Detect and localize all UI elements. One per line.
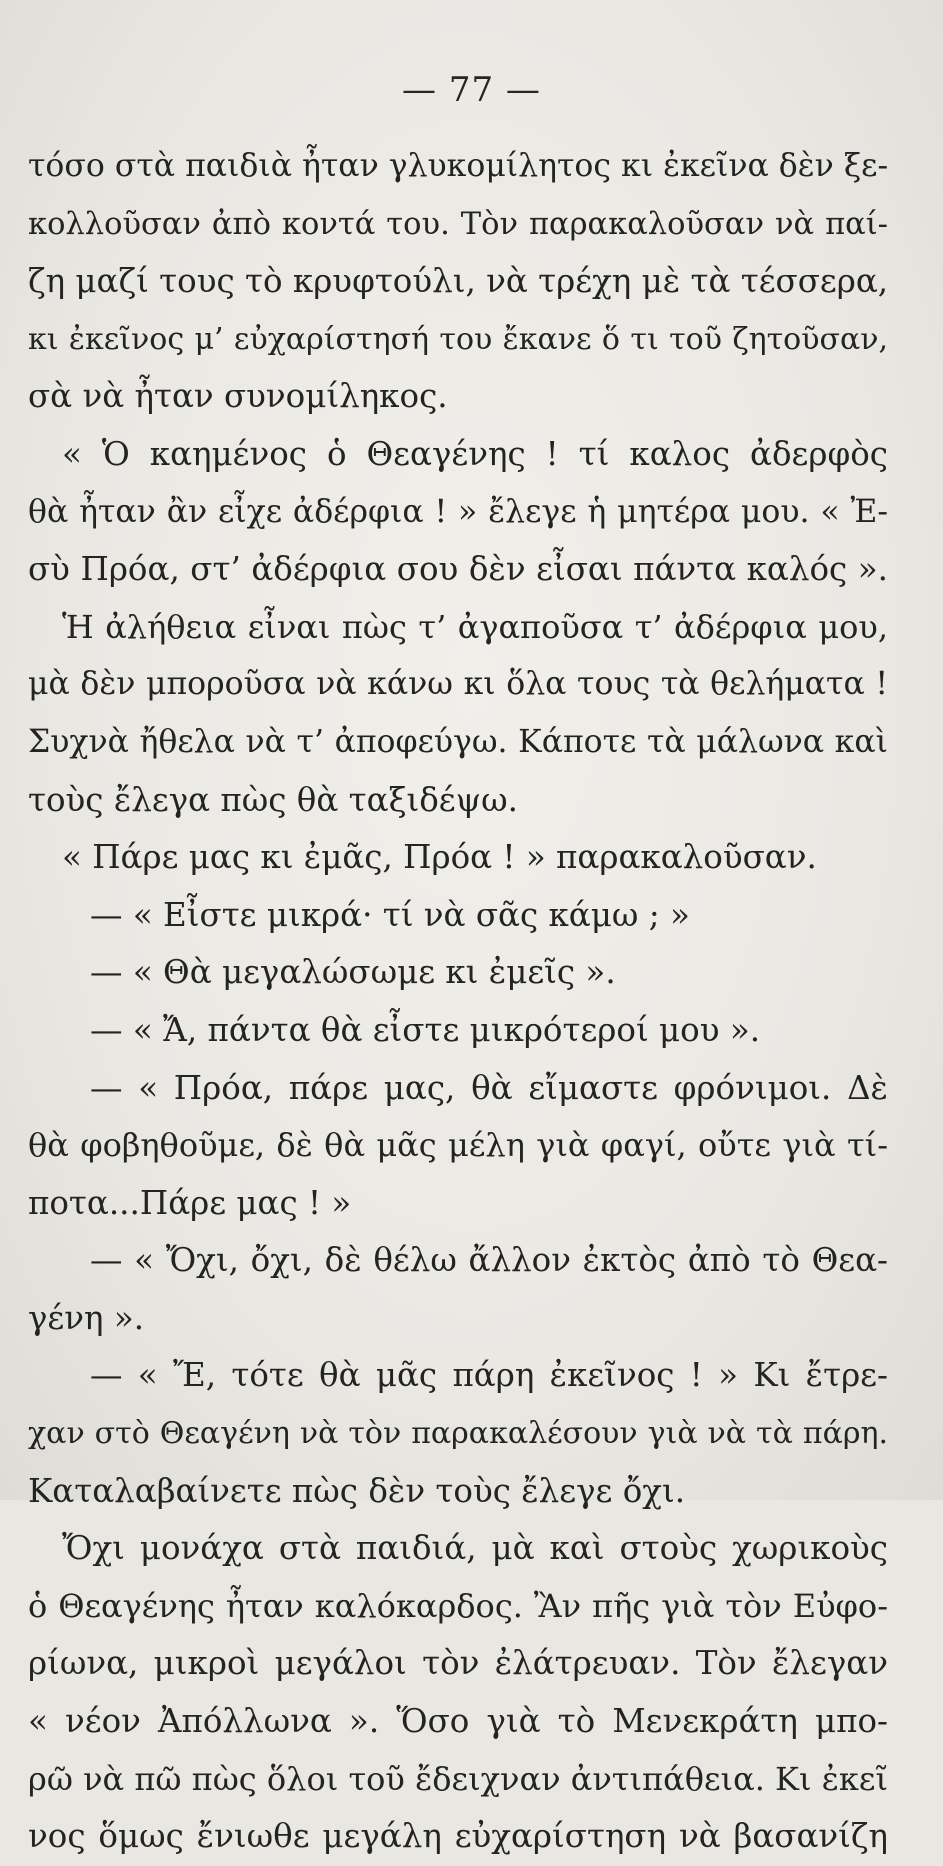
text-line: νος ὅμως ἔνιωθε μεγάλη εὐχαρίστηση νὰ βασανίζη (28, 1817, 888, 1856)
text-line: ρῶ νὰ πῶ πὼς ὅλοι τοῦ ἔδειχναν ἀντιπάθεια. Κι ἐκεῖ (28, 1759, 888, 1798)
text-line: — « Πρόα, πάρε μας, θὰ εἴμαστε φρόνιμοι. Δὲ (90, 1068, 888, 1107)
text-line: σὺ Πρόα, στ’ ἀδέρφια σου δὲν εἶσαι πάντα καλός ». (28, 550, 888, 589)
text-line: ποτα...Πάρε μας ! » (28, 1183, 352, 1222)
text-line: — « Θὰ μεγαλώσωμε κι ἐμεῖς ». (90, 953, 616, 992)
body-text (28, 138, 888, 1866)
text-line: — « Εἶστε μικρά· τί νὰ σᾶς κάμω ; » (90, 895, 690, 934)
text-line: τόσο στὰ παιδιὰ ἦταν γλυκομίλητος κι ἐκεῖνα δὲν ξε- (28, 148, 889, 184)
text-line: ὁ Θεαγένης ἦταν καλόκαρδος. Ἂν πῆς γιὰ τὸν Εὐφο- (28, 1586, 888, 1625)
text-line: μὰ δὲν μποροῦσα νὰ κάνω κι ὅλα τους τὰ θελήματα ! (28, 666, 888, 703)
text-line: χαν στὸ Θεαγένη νὰ τὸν παρακαλέσουν γιὰ νὰ τὰ πάρη. (28, 1416, 888, 1452)
text-line: Συχνὰ ἤθελα νὰ τ’ ἀποφεύγω. Κάποτε τὰ μάλωνα καὶ (28, 723, 888, 760)
text-line: Ἡ ἀλήθεια εἶναι πὼς τ’ ἀγαποῦσα τ’ ἀδέρφια μου, (62, 607, 888, 646)
text-line: « νέον Ἀπόλλωνα ». Ὅσο γιὰ τὸ Μενεκράτη μπο- (28, 1702, 888, 1741)
text-line: — « Ἄ, πάντα θὰ εἶστε μικρότεροί μου ». (90, 1010, 761, 1049)
text-line: « Ὁ καημένος ὁ Θεαγένης ! τί καλος ἀδερφὸς (62, 434, 888, 473)
text-line: ρίωνα, μικροὶ μεγάλοι τὸν ἐλάτρευαν. Τὸν ἔλεγαν (28, 1644, 888, 1683)
page-number: — 77 — (402, 70, 541, 110)
text-line: σὰ νὰ ἦταν συνομίληκος. (28, 377, 448, 416)
text-line: τοὺς ἔλεγα πὼς θὰ ταξιδέψω. (28, 780, 518, 819)
text-line: — « Ὄχι, ὄχι, δὲ θέλω ἄλλον ἐκτὸς ἀπὸ τὸ Θεα- (90, 1241, 888, 1280)
text-line: θὰ ἦταν ἂν εἶχε ἀδέρφια ! » ἔλεγε ἡ μητέρα μου. « Ἐ- (28, 493, 888, 530)
text-line: γένη ». (28, 1298, 145, 1337)
text-line: θὰ φοβηθοῦμε, δὲ θὰ μᾶς μέλη γιὰ φαγί, οὔτε γιὰ τί- (28, 1126, 888, 1165)
text-line: — « Ἔ, τότε θὰ μᾶς πάρη ἐκεῖνος ! » Κι ἔτρε- (90, 1356, 888, 1395)
text-line: ζη μαζί τους τὸ κρυφτούλι, νὰ τρέχη μὲ τὰ τέσσερα, (28, 262, 889, 301)
text-line: « Πάρε μας κι ἐμᾶς, Πρόα ! » παρακαλοῦσαν. (62, 838, 817, 877)
text-line: Καταλαβαίνετε πὼς δὲν τοὺς ἔλεγε ὄχι. (28, 1471, 686, 1510)
text-line: κι ἐκεῖνος μ’ εὐχαρίστησή του ἔκανε ὅ τι τοῦ ζητοῦσαν, (28, 321, 888, 357)
text-line: κολλοῦσαν ἀπὸ κοντά του. Τὸν παρακαλοῦσαν νὰ παί- (28, 206, 888, 242)
text-line: Ὄχι μονάχα στὰ παιδιά, μὰ καὶ στοὺς χωρικοὺς (62, 1529, 888, 1568)
